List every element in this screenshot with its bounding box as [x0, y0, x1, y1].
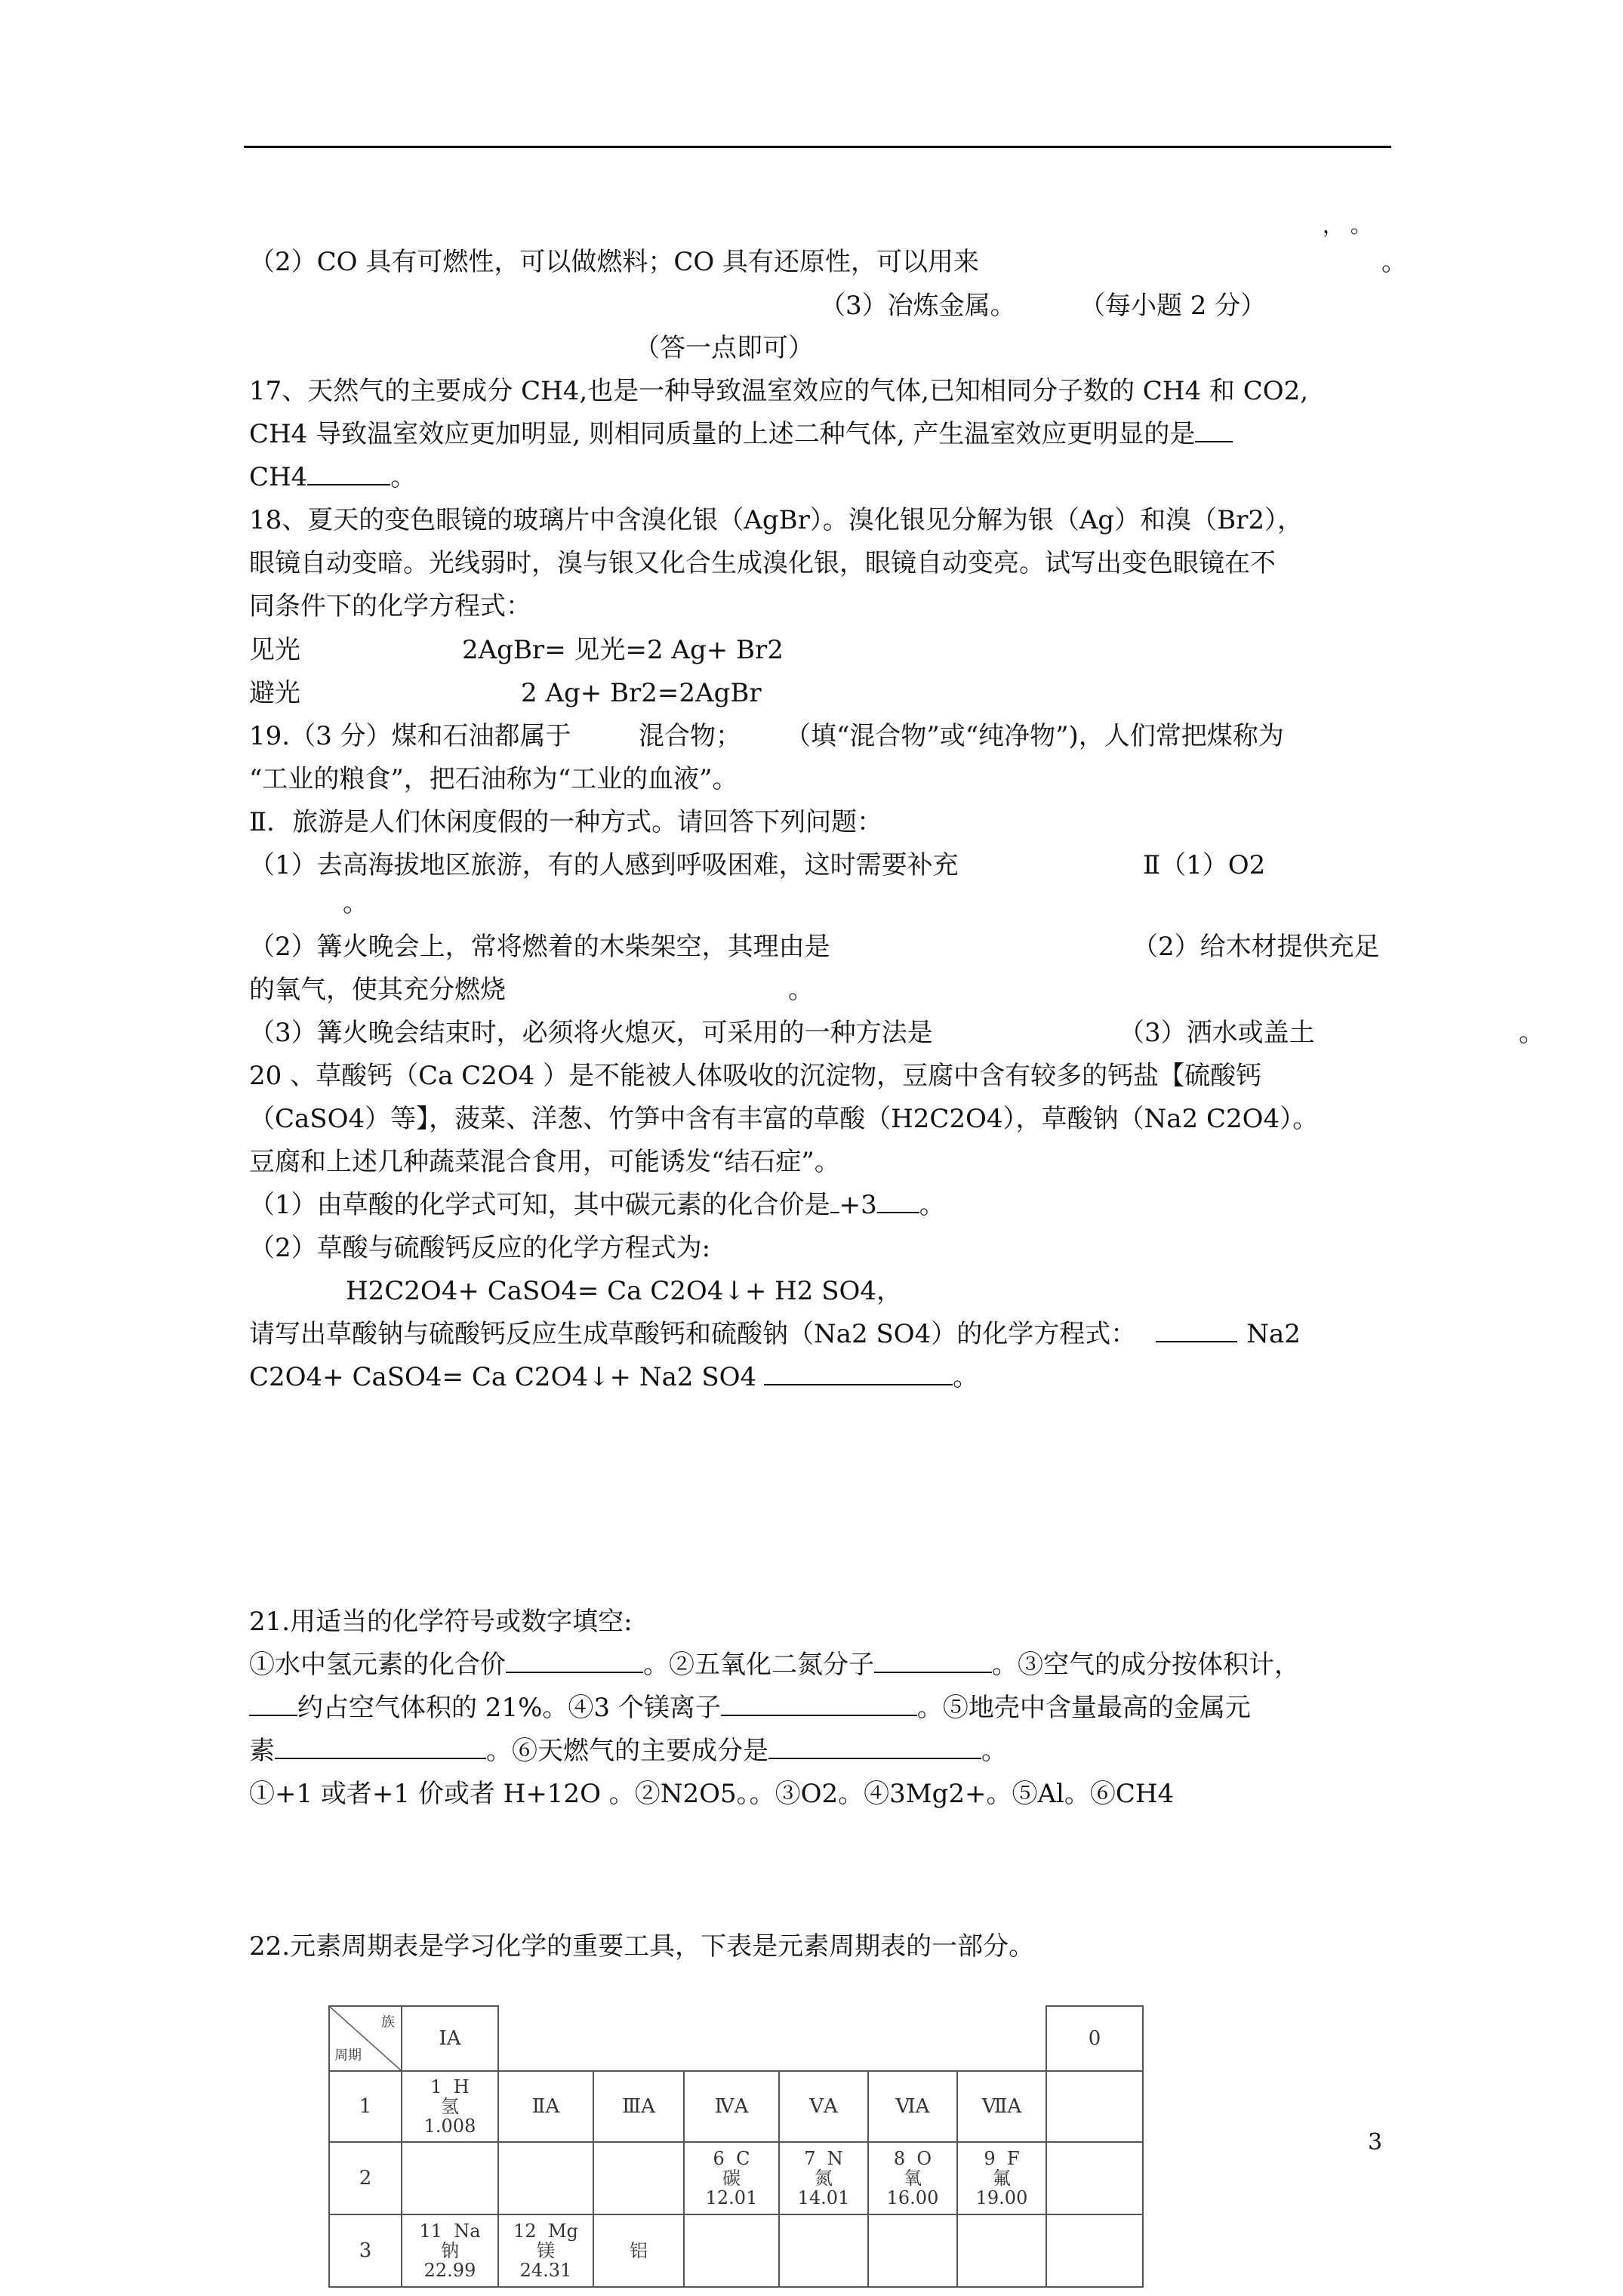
- q16-note: （答一点即可）: [634, 333, 814, 363]
- group-iia-header: ⅡA: [498, 2071, 593, 2142]
- q21-answers: ①+1 或者+1 价或者 H+12O 。②N2O5。。③O2。④3Mg2+。⑤Al。⑥CH4: [249, 1779, 1175, 1809]
- group-va-header: ⅤA: [779, 2071, 868, 2142]
- q20-3: 请写出草酸钠与硫酸钙反应生成草酸钙和硫酸钠（Na2 SO4）的化学方程式： Na2: [249, 1319, 1301, 1349]
- element-nitrogen: 7 N 氮 14.01: [779, 2142, 868, 2214]
- q19-line1-b: （填“混合物”或“纯净物”)，人们常把煤称为: [785, 721, 1284, 751]
- q18-line3: 同条件下的化学方程式：: [249, 591, 531, 621]
- empty-cell: [779, 2214, 868, 2287]
- group-via-header: ⅥA: [868, 2071, 957, 2142]
- group-iva-header: ⅣA: [684, 2071, 779, 2142]
- q19-2: （2）篝火晚会上，常将燃着的木柴架空，其理由是: [249, 932, 830, 962]
- q19-part-ii: Ⅱ．旅游是人们休闲度假的一种方式。请回答下列问题：: [249, 807, 883, 837]
- group-zero-header: 0: [1046, 2006, 1143, 2071]
- q16-part2: （2）CO 具有可燃性，可以做燃料；CO 具有还原性，可以用来: [249, 247, 980, 277]
- group-ia-header: IA: [402, 2006, 498, 2071]
- empty-cell: [402, 2142, 498, 2214]
- q20-3-answer-b: C2O4+ CaSO4= Ca C2O4↓+ Na2 SO4: [249, 1362, 757, 1392]
- empty-cell: [868, 2214, 957, 2287]
- q17-line1: 17、天然气的主要成分 CH4,也是一种导致温室效应的气体,已知相同分子数的 CH4 和 CO2,: [249, 376, 1309, 406]
- q21-title: 21.用适当的化学符号或数字填空:: [249, 1607, 633, 1637]
- q18-line1: 18、夏天的变色眼镜的玻璃片中含溴化银（AgBr）。溴化银见分解为银（Ag）和溴（Br2），: [249, 505, 1304, 535]
- period-1: 1: [329, 2071, 402, 2142]
- periodic-table: [328, 2005, 1144, 2288]
- element-sodium: 11 Na 钠 22.99: [402, 2214, 498, 2287]
- q18-light-equation: 2AgBr= 见光=2 Ag+ Br2: [462, 635, 784, 665]
- q20-line2: （CaSO4）等】，菠菜、洋葱、竹笋中含有丰富的草酸（H2C2O4），草酸钠（Na2 C2O4）。: [249, 1104, 1319, 1134]
- q20-3-line2: C2O4+ CaSO4= Ca C2O4↓+ Na2 SO4 。: [249, 1362, 979, 1392]
- q19-1: （1）去高海拔地区旅游，有的人感到呼吸困难，这时需要补充: [249, 850, 959, 880]
- q20-2-equation: H2C2O4+ CaSO4= Ca C2O4↓+ H2 SO4，: [346, 1276, 903, 1306]
- q19-2-answer: （2）给木材提供充足: [1132, 932, 1380, 962]
- q21-line2: 约占空气体积的 21%。④3 个镁离子 。⑤地壳中含量最高的金属元: [249, 1692, 1251, 1724]
- q20-line1: 20 、草酸钙（Ca C2O4 ）是不能被人体吸收的沉淀物，豆腐中含有较多的钙盐【硫酸钙: [249, 1061, 1262, 1091]
- q19-1-answer: Ⅱ（1）O2: [1143, 850, 1266, 880]
- q19-line2: “工业的粮食”，把石油称为“工业的血液”。: [249, 764, 738, 794]
- q20-3-answer-a: Na2: [1246, 1319, 1301, 1349]
- q19-2-end: 。: [788, 975, 814, 1005]
- group-viia-header: ⅦA: [957, 2071, 1046, 2142]
- q17-answer: CH4: [249, 462, 308, 492]
- q16-score: （每小题 2 分）: [1079, 291, 1267, 321]
- q18-dark-label: 避光: [249, 678, 300, 708]
- element-hydrogen: 1 H 氢 1.008: [402, 2071, 498, 2142]
- empty-cell: [684, 2214, 779, 2287]
- empty-cell: [1046, 2214, 1143, 2287]
- q18-line2: 眼镜自动变暗。光线弱时，溴与银又化合生成溴化银，眼镜自动变亮。试写出变色眼镜在不: [249, 548, 1276, 578]
- q20-2: （2）草酸与硫酸钙反应的化学方程式为:: [249, 1233, 711, 1263]
- empty-cell: [957, 2214, 1046, 2287]
- group-zero-period1: [1046, 2071, 1143, 2142]
- header-rule: [244, 146, 1391, 148]
- q19-3-answer: （3）洒水或盖土: [1119, 1018, 1315, 1048]
- q19-3-end: 。: [1519, 1018, 1544, 1048]
- q19-3: （3）篝火晚会结束时，必须将火熄灭，可采用的一种方法是: [249, 1018, 933, 1048]
- corner-group-label: 族: [381, 2014, 395, 2030]
- element-oxygen: 8 O 氧 16.00: [868, 2142, 957, 2214]
- q19-2-line2: 的氧气，使其充分燃烧: [249, 975, 506, 1005]
- table-corner: [329, 2006, 402, 2071]
- empty-cell: [498, 2142, 593, 2214]
- element-aluminium: 铝: [593, 2214, 684, 2287]
- empty-cell: [593, 2142, 684, 2214]
- q16-part2-end: 。: [1381, 247, 1407, 277]
- q19-1-end: 。: [343, 888, 368, 918]
- element-magnesium: 12 Mg 镁 24.31: [498, 2214, 593, 2287]
- q20-1-answer: +3: [839, 1190, 877, 1220]
- q20-1: （1）由草酸的化学式可知，其中碳元素的化合价是 +3 。: [249, 1190, 945, 1220]
- q17-line2: CH4 导致温室效应更加明显, 则相同质量的上述二种气体, 产生温室效应更明显的是: [249, 418, 1233, 450]
- empty-cell: [1046, 2142, 1143, 2214]
- q20-line3: 豆腐和上述几种蔬菜混合食用，可能诱发“结石症”。: [249, 1147, 840, 1177]
- q21-line3: 素 。⑥天燃气的主要成分是 。: [249, 1736, 1007, 1766]
- element-fluorine: 9 F 氟 19.00: [957, 2142, 1046, 2214]
- q19-line1-a: 19.（3 分）煤和石油都属于: [249, 721, 571, 751]
- top-marks: ， 。: [1323, 213, 1372, 238]
- q21-line1: ①水中氢元素的化合价 。②五氧化二氮分子 。③空气的成分按体积计，: [249, 1650, 1300, 1680]
- page-number: 3: [1368, 2129, 1383, 2156]
- element-carbon: 6 C 碳 12.01: [684, 2142, 779, 2214]
- corner-period-label: 周期: [334, 2048, 362, 2063]
- q19-answer-mixture: 混合物；: [639, 721, 741, 751]
- q18-light-label: 见光: [249, 635, 300, 665]
- q17-line3: CH4 。: [249, 462, 417, 492]
- period-2: 2: [329, 2142, 402, 2214]
- period-3: 3: [329, 2214, 402, 2287]
- table-gap: [498, 2006, 1046, 2071]
- q18-dark-equation: 2 Ag+ Br2=2AgBr: [521, 678, 762, 708]
- q16-part3: （3）冶炼金属。: [820, 291, 1016, 321]
- q22-title: 22.元素周期表是学习化学的重要工具，下表是元素周期表的一部分。: [249, 1931, 1035, 1962]
- group-iiia-header: ⅢA: [593, 2071, 684, 2142]
